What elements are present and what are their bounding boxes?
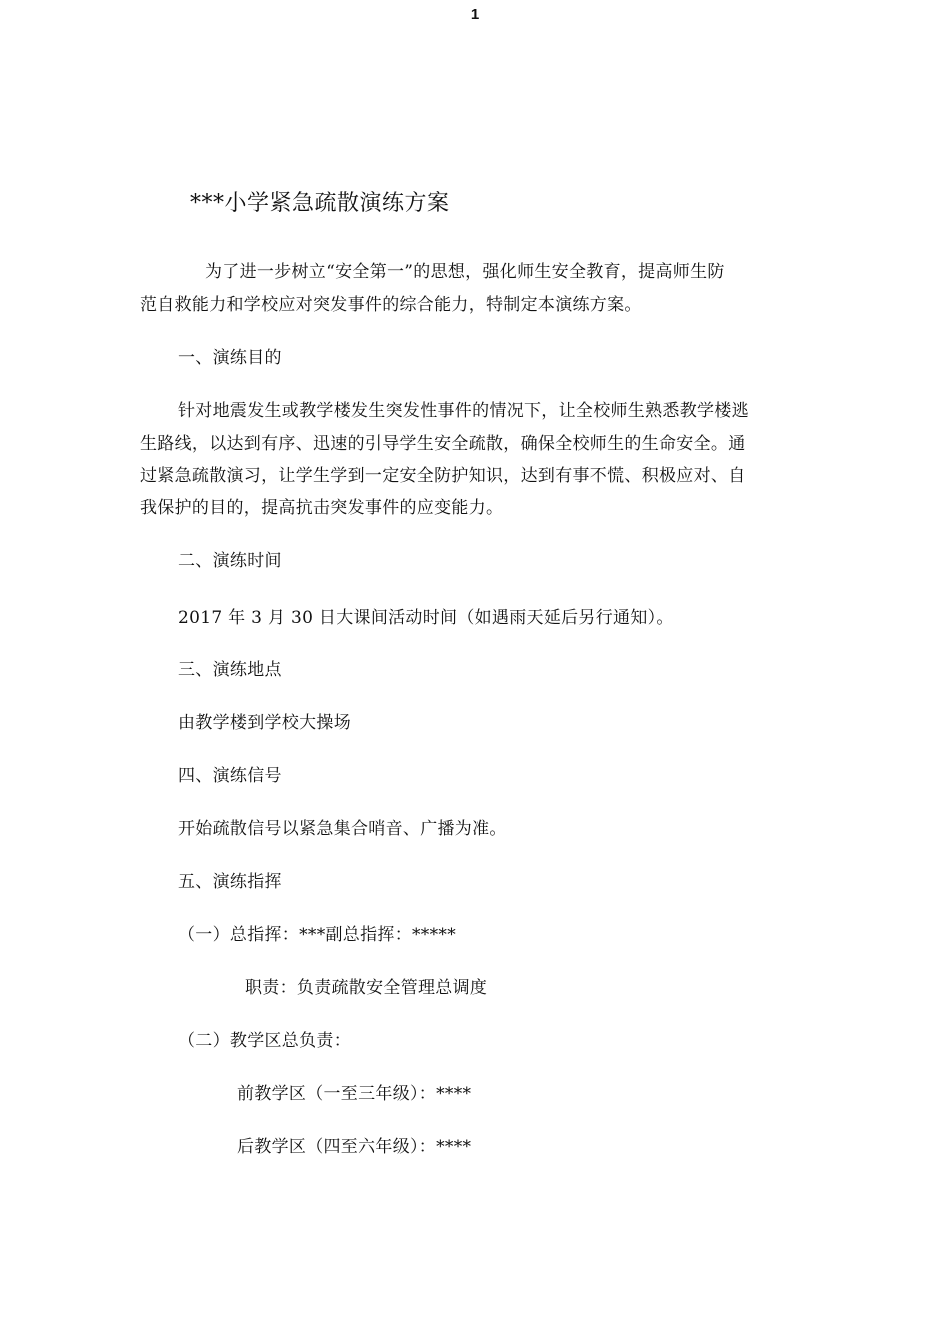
command-item-1: （一）总指挥：***副总指挥：***** — [178, 925, 456, 945]
command-item-2-back: 后教学区（四至六年级）：**** — [237, 1137, 472, 1157]
purpose-line-3: 过紧急疏散演习，让学生学到一定安全防护知识，达到有事不慌、积极应对、自 — [140, 466, 746, 486]
document-title: ***小学紧急疏散演练方案 — [190, 191, 450, 216]
signal-text: 开始疏散信号以紧急集合哨音、广播为准。 — [178, 819, 507, 839]
section-heading-location: 三、演练地点 — [178, 660, 282, 680]
command-item-2: （二）教学区总负责： — [178, 1031, 351, 1051]
location-text: 由教学楼到学校大操场 — [178, 713, 351, 733]
section-heading-signal: 四、演练信号 — [178, 766, 282, 786]
purpose-line-4: 我保护的目的，提高抗击突发事件的应变能力。 — [140, 498, 504, 518]
command-item-2-front: 前教学区（一至三年级）：**** — [237, 1084, 472, 1104]
intro-line-2: 范自救能力和学校应对突发事件的综合能力，特制定本演练方案。 — [140, 295, 642, 315]
time-text: 2017 年 3 月 30 日大课间活动时间（如遇雨天延后另行通知）。 — [178, 608, 674, 628]
command-item-1-duty: 职责：负责疏散安全管理总调度 — [245, 978, 488, 998]
section-heading-time: 二、演练时间 — [178, 551, 282, 571]
page-number: 1 — [470, 6, 480, 23]
intro-line-1: 为了进一步树立“安全第一”的思想，强化师生安全教育，提高师生防 — [205, 262, 725, 282]
section-heading-purpose: 一、演练目的 — [178, 348, 282, 368]
section-heading-command: 五、演练指挥 — [178, 872, 282, 892]
purpose-line-1: 针对地震发生或教学楼发生突发性事件的情况下，让全校师生熟悉教学楼逃 — [178, 401, 749, 421]
purpose-line-2: 生路线，以达到有序、迅速的引导学生安全疏散，确保全校师生的生命安全。通 — [140, 434, 746, 454]
